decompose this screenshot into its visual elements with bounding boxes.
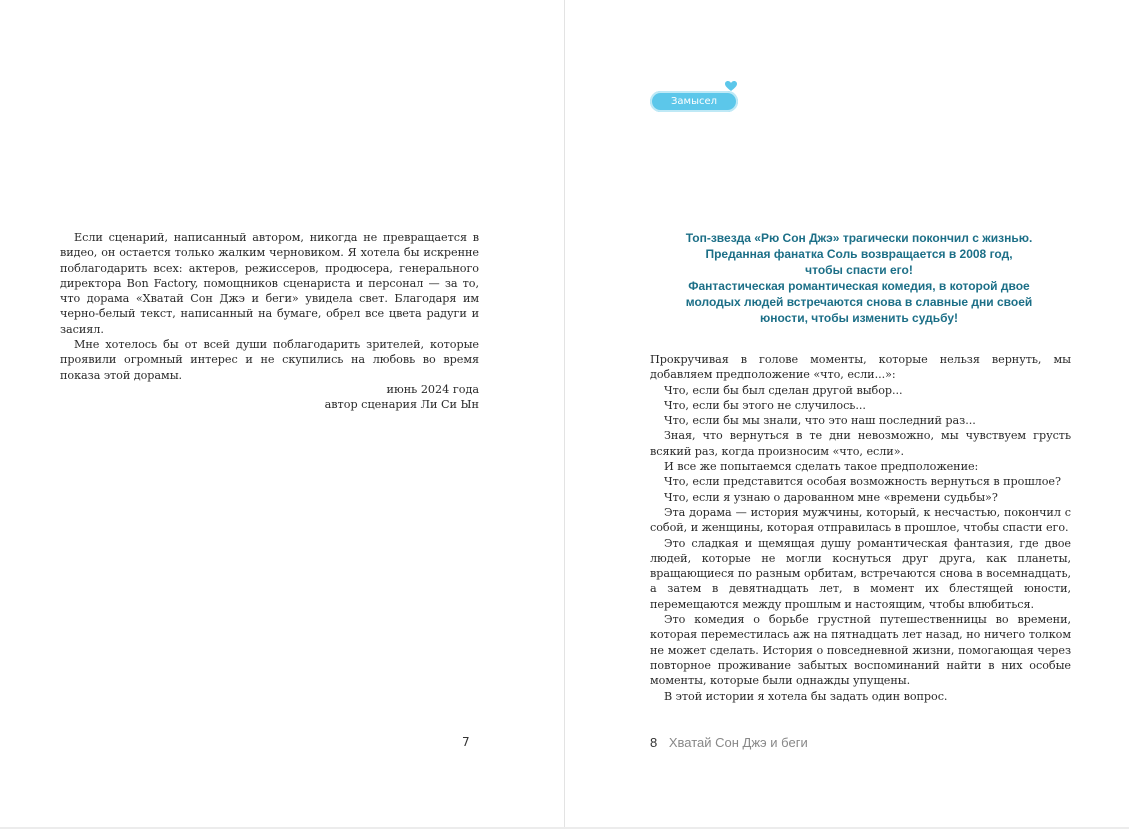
right-paragraph: Это сладкая и щемящая душу романтическая фантазия, где двое людей, которые не могли коснуться друг друга, как планеты, вращающиеся по разным орбитам, встречаются снова в восемнадцать, а затем в девятнадцать лет, в момент их блестящей юности, перемещаются между прошлым и настоящим, чтобы влюбиться. — [650, 536, 1071, 611]
signature-block — [260, 382, 479, 413]
left-page-body — [60, 230, 479, 383]
right-page-body — [650, 352, 1071, 704]
right-paragraph: Зная, что вернуться в те дни невозможно, мы чувствуем грусть всякий раз, когда произносим «что, если». — [650, 429, 1071, 458]
right-paragraph: Что, если бы этого не случилось... — [664, 398, 866, 412]
lead-line: Фантастическая романтическая комедия, в которой двое — [688, 279, 1030, 294]
left-paragraph: Мне хотелось бы от всей души поблагодарить зрителей, которые проявили огромный интерес и не скупились на любовь во время показа этой дорамы. — [60, 338, 479, 382]
right-paragraph: Это комедия о борьбе грустной путешественницы во времени, которая переместилась аж на пятнадцать лет назад, но ничего толком не может сделать. История о повседневной жизни, помогающая через повторное проживание забытых воспоминаний найти в них особые моменты, которые были однажды упущены. — [650, 613, 1071, 688]
running-title: Хватай Сон Джэ и беги — [668, 735, 808, 750]
running-footer — [650, 735, 808, 750]
right-paragraph: Эта дорама — история мужчины, который, к несчастью, покончил с собой, и женщины, которая отправилась в прошлое, чтобы спасти его. — [650, 505, 1071, 535]
page-number-right: 8 — [650, 735, 658, 750]
page-number-left: 7 — [462, 735, 470, 749]
lead-line: юности, чтобы изменить судьбу! — [759, 311, 959, 326]
right-paragraph: И все же попытаемся сделать такое предположение: — [664, 460, 979, 474]
right-paragraph: Что, если представится особая возможность вернуться в прошлое? — [664, 475, 1061, 489]
lead-line: Преданная фанатка Соль возвращается в 2008 год, — [705, 247, 1013, 262]
right-paragraph: Что, если бы был сделан другой выбор... — [664, 383, 903, 397]
lead-line: Топ-звезда «Рю Сон Джэ» трагически покончил с жизнью. — [685, 231, 1033, 245]
section-tag — [650, 91, 738, 112]
left-paragraph: Если сценарий, написанный автором, никогда не превращается в видео, он остается только жалким черновиком. Я хотела бы искренне поблагодарить всех: актеров, режиссеров, продюсера, генерального директора Bon Factory, помощников сценариста и персонал — за то, что дорама «Хватай Сон Джэ и беги» увидела свет. Благодаря им черно-белый текст, написанный на бумаге, обрел все цвета радуги и засиял. — [60, 231, 479, 336]
signature-author: автор сценария Ли Си Ын — [324, 398, 479, 412]
lead-line: чтобы спасти его! — [805, 263, 913, 278]
signature-date: июнь 2024 года — [386, 383, 479, 396]
right-paragraph: В этой истории я хотела бы задать один вопрос. — [664, 689, 948, 703]
right-paragraph: Что, если бы мы знали, что это наш последний раз... — [664, 414, 976, 428]
left-page — [0, 0, 564, 827]
lead-line: молодых людей встречаются снова в славные дни своей — [685, 295, 1033, 310]
right-paragraph: Прокручивая в голове моменты, которые нельзя вернуть, мы добавляем предположение «что, если...»: — [650, 353, 1071, 382]
lead-summary — [650, 230, 1068, 327]
heart-icon — [724, 80, 738, 92]
section-tag-label: Замысел — [670, 96, 718, 107]
right-paragraph: Что, если я узнаю о дарованном мне «времени судьбы»? — [664, 490, 998, 504]
